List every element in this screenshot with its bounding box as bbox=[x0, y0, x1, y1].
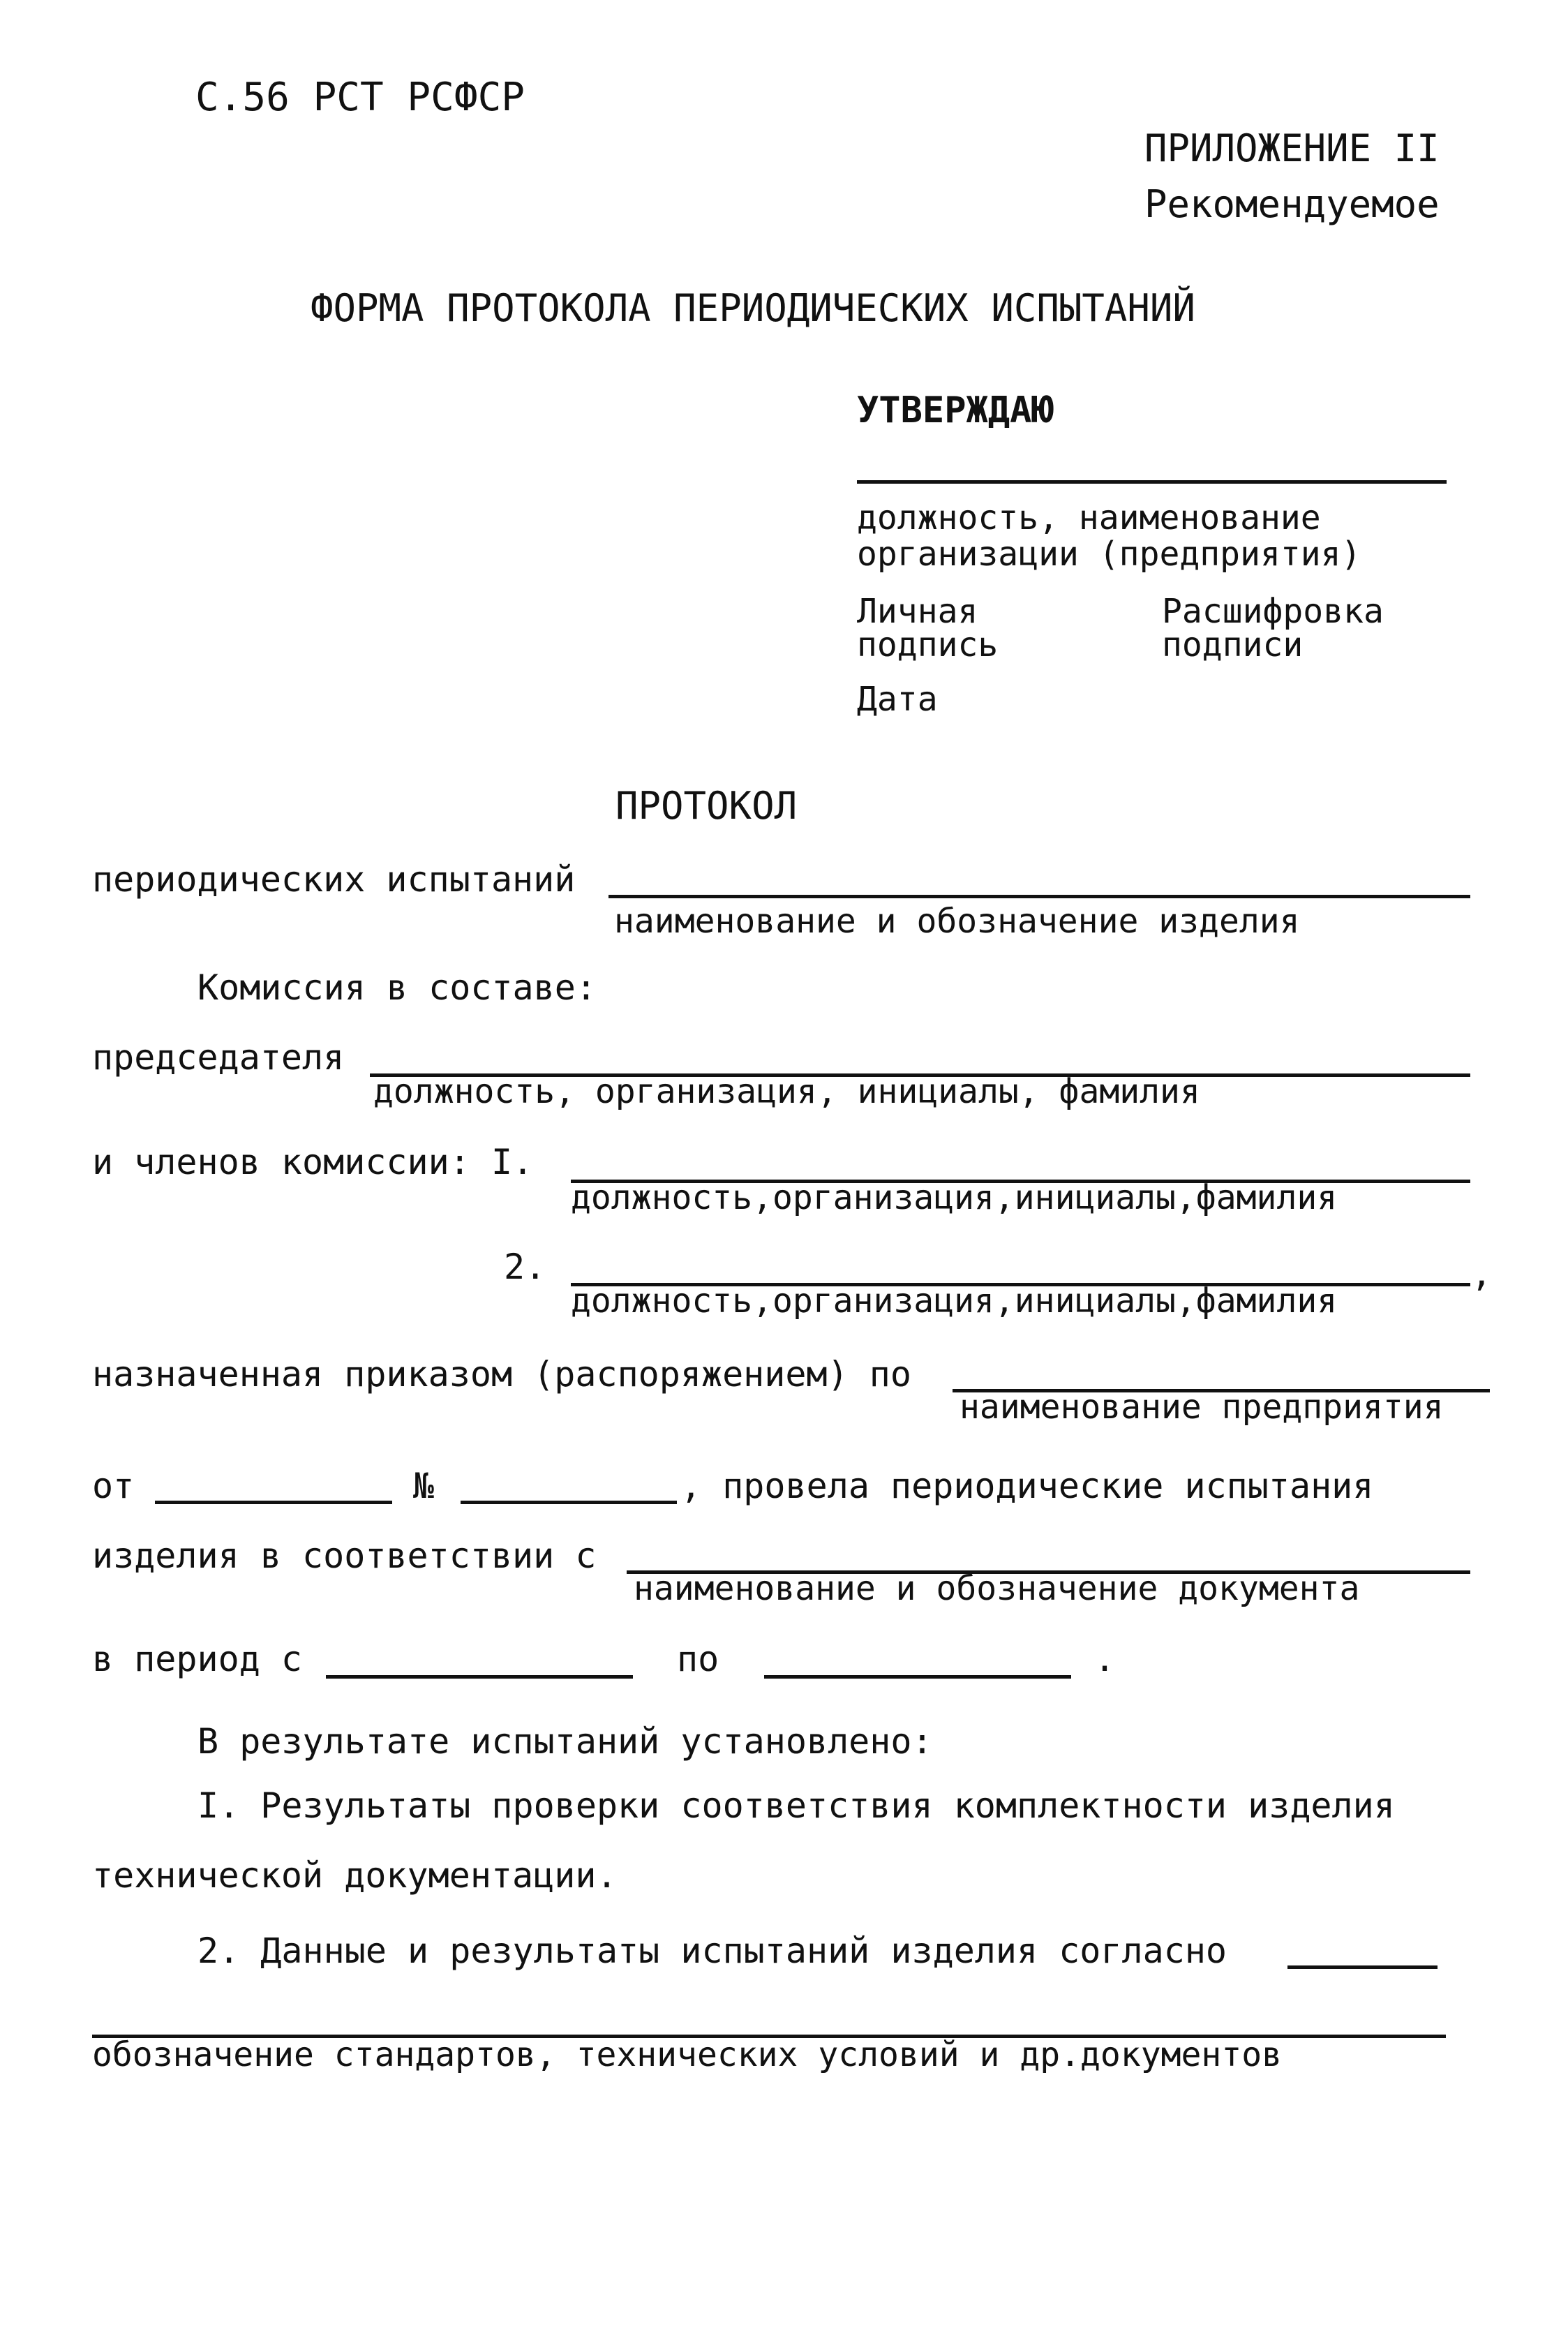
number-sign: № bbox=[413, 1466, 435, 1506]
member-1-caption: должность,организация,инициалы,фамилия bbox=[571, 1178, 1338, 1217]
order-date-line bbox=[155, 1501, 392, 1504]
product-name-caption: наименование и обозначение изделия bbox=[614, 902, 1300, 941]
members-label: и членов комиссии: I. bbox=[92, 1142, 534, 1182]
member-2-caption: должность,организация,инициалы,фамилия bbox=[571, 1281, 1338, 1321]
enterprise-caption: наименование предприятия bbox=[960, 1388, 1444, 1427]
conducted-label: , провела периодические испытания bbox=[680, 1466, 1374, 1506]
signature-decode-caption-2: подписи bbox=[1162, 625, 1304, 664]
commission-label: Комиссия в составе: bbox=[197, 967, 597, 1008]
page-reference: С.56 РСТ РСФСР bbox=[195, 75, 525, 120]
period-start-line bbox=[326, 1675, 633, 1679]
results-intro: В результате испытаний установлено: bbox=[197, 1721, 933, 1762]
appendix-label: ПРИЛОЖЕНИЕ II bbox=[1144, 126, 1440, 170]
period-end-line bbox=[764, 1675, 1071, 1679]
signature-caption-1: Личная bbox=[857, 592, 978, 631]
standards-inline-line bbox=[1287, 1965, 1438, 1969]
result-item-1-line-1: I. Результаты проверки соответствия комплектности изделия bbox=[197, 1785, 1395, 1826]
result-item-2: 2. Данные и результаты испытаний изделия согласно bbox=[197, 1931, 1227, 1971]
signature-decode-caption-1: Расшифровка bbox=[1162, 592, 1384, 631]
period-to-label: по bbox=[677, 1639, 719, 1679]
approval-position-caption-1: должность, наименование bbox=[857, 498, 1321, 537]
approval-position-line bbox=[857, 480, 1447, 484]
form-title: ФОРМА ПРОТОКОЛА ПЕРИОДИЧЕСКИХ ИСПЫТАНИЙ bbox=[311, 286, 1195, 330]
protocol-title: ПРОТОКОЛ bbox=[615, 784, 798, 828]
chairman-label: председателя bbox=[92, 1037, 345, 1078]
result-item-1-line-2: технической документации. bbox=[92, 1855, 618, 1896]
document-caption: наименование и обозначение документа bbox=[634, 1569, 1360, 1608]
period-dot: . bbox=[1094, 1639, 1116, 1679]
chairman-caption: должность, организация, инициалы, фамилия bbox=[373, 1072, 1200, 1111]
product-name-line bbox=[608, 895, 1470, 898]
according-label: изделия в соответствии с bbox=[92, 1536, 597, 1576]
approve-heading: УТВЕРЖДАЮ bbox=[857, 389, 1054, 431]
periodic-tests-label: периодических испытаний bbox=[92, 859, 576, 900]
standards-caption: обозначение стандартов, технических условий и др.документов bbox=[92, 2035, 1283, 2074]
approval-position-caption-2: организации (предприятия) bbox=[857, 535, 1361, 574]
appointed-label: назначенная приказом (распоряжением) по bbox=[92, 1354, 911, 1395]
member-2-number: 2. bbox=[504, 1247, 546, 1287]
from-label: от bbox=[92, 1466, 135, 1506]
order-number-line bbox=[461, 1501, 677, 1504]
period-from-label: в период с bbox=[92, 1639, 303, 1679]
signature-caption-2: подпись bbox=[857, 625, 999, 664]
member-2-comma: , bbox=[1471, 1254, 1493, 1294]
date-label: Дата bbox=[857, 680, 938, 719]
recommended-label: Рекомендуемое bbox=[1144, 182, 1440, 226]
